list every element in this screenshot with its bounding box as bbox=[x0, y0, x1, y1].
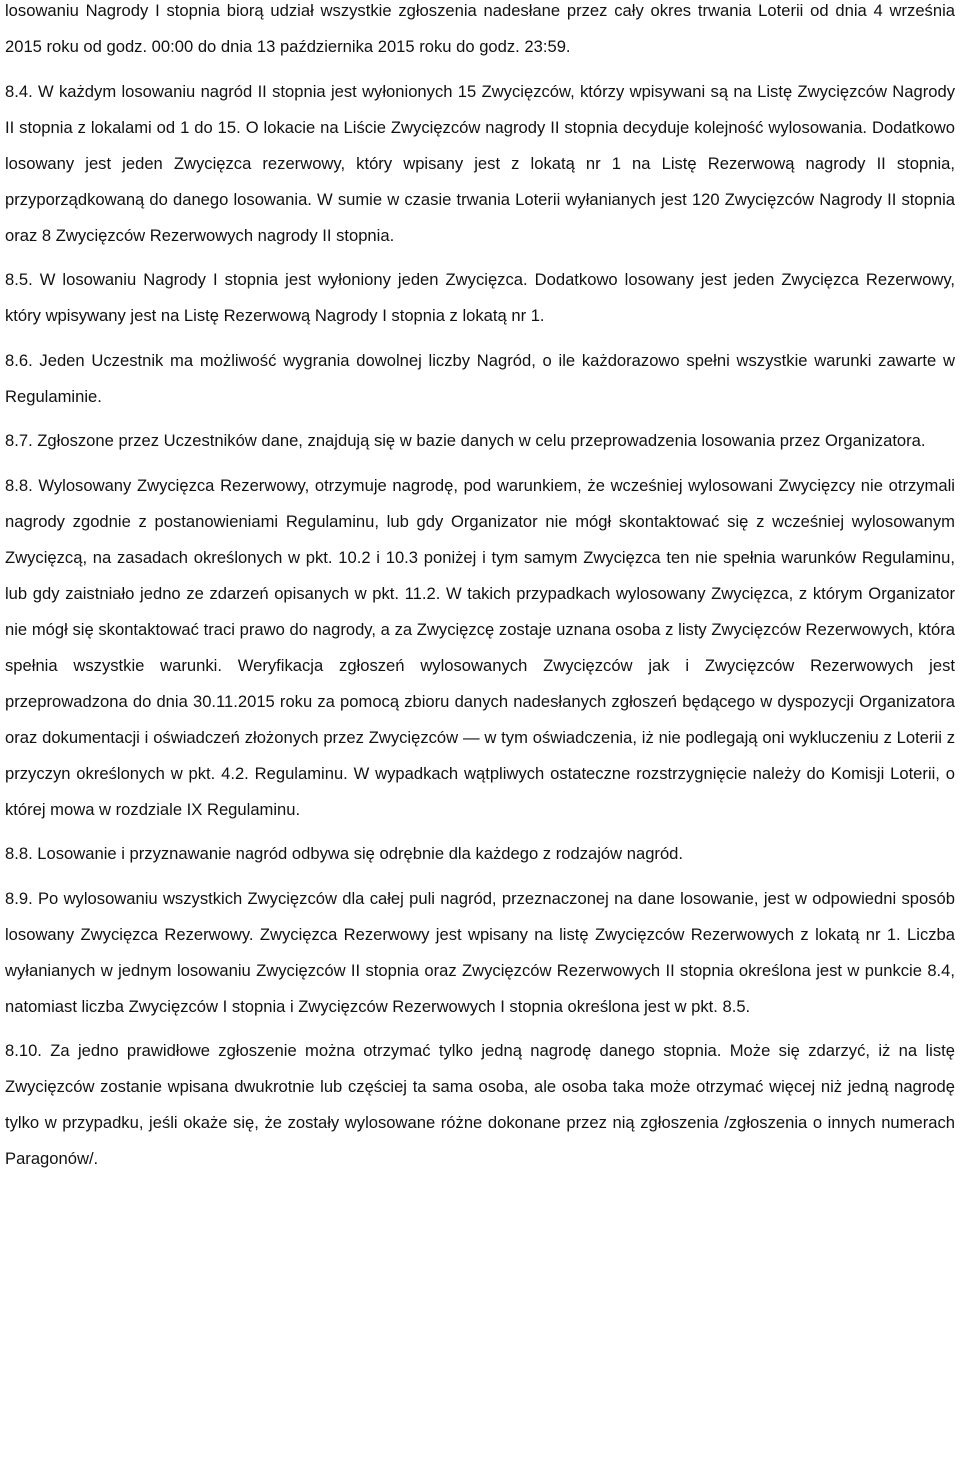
paragraph-8-4: 8.4. W każdym losowaniu nagród II stopnia jest wyłonionych 15 Zwycięzców, którzy wpisywani są na Listę Zwycięzców Nagrody II stopnia z lokalami od 1 do 15. O lokacie na Liście Zwycięzców nagrody II stopnia decyduje kolejność wylosowania. Dodatkowo losowany jest jeden Zwycięzca rezerwowy, który wpisany jest z lokatą nr 1 na Listę Rezerwową nagrody II stopnia, przyporządkowaną do danego losowania. W sumie w czasie trwania Loterii wyłanianych jest 120 Zwycięzców Nagrody II stopnia oraz 8 Zwycięzców Rezerwowych nagrody II stopnia. bbox=[5, 81, 955, 245]
paragraph-8-7: 8.7. Zgłoszone przez Uczestników dane, znajdują się w bazie danych w celu przeprowadzenia losowania przez Organizatora. bbox=[5, 431, 926, 450]
paragraph-8-9: 8.9. Po wylosowaniu wszystkich Zwycięzców dla całej puli nagród, przeznaczonej na dane losowanie, jest w odpowiedni sposób losowany Zwycięzca Rezerwowy. Zwycięzca Rezerwowy jest wpisany na listę Zwycięzców Rezerwowych z lokatą nr 1. Liczba wyłanianych w jednym losowaniu Zwycięzców II stopnia oraz Zwycięzców Rezerwowych II stopnia określona jest w punkcie 8.4, natomiast liczba Zwycięzców I stopnia i Zwycięzców Rezerwowych I stopnia określona jest w pkt. 8.5. bbox=[5, 888, 955, 1016]
paragraph-8-6: 8.6. Jeden Uczestnik ma możliwość wygrania dowolnej liczby Nagród, o ile każdorazowo spełni wszystkie warunki zawarte w Regulaminie. bbox=[5, 350, 955, 406]
regulation-document-page bbox=[5, 0, 955, 1177]
paragraph-8-8-draw-separately: 8.8. Losowanie i przyznawanie nagród odbywa się odrębnie dla każdego z rodzajów nagród. bbox=[5, 844, 684, 863]
paragraph-8-3-continuation: losowaniu Nagrody I stopnia biorą udział wszystkie zgłoszenia nadesłane przez cały okres trwania Loterii od dnia 4 września 2015 roku od godz. 00:00 do dnia 13 października 2015 roku do godz. 23:59. bbox=[5, 1, 955, 56]
paragraph-8-10: 8.10. Za jedno prawidłowe zgłoszenie można otrzymać tylko jedną nagrodę danego stopnia. Może się zdarzyć, iż na listę Zwycięzców zostanie wpisana dwukrotnie lub częściej ta sama osoba, ale osoba taka może otrzymać więcej niż jedną nagrodę tylko w przypadku, jeśli okaże się, że zostały wylosowane różne dokonane przez nią zgłoszenia /zgłoszenia o innych numerach Paragonów/. bbox=[5, 1041, 955, 1168]
paragraph-8-5: 8.5. W losowaniu Nagrody I stopnia jest wyłoniony jeden Zwycięzca. Dodatkowo losowany jest jeden Zwycięzca Rezerwowy, który wpisywany jest na Listę Rezerwową Nagrody I stopnia z lokatą nr 1. bbox=[5, 270, 955, 325]
paragraph-8-8-reserve-winner: 8.8. Wylosowany Zwycięzca Rezerwowy, otrzymuje nagrodę, pod warunkiem, że wcześniej wylosowani Zwycięzcy nie otrzymali nagrody zgodnie z postanowieniami Regulaminu, lub gdy Organizator nie mógł skontaktować się z wcześniej wylosowanym Zwycięzcą, na zasadach określonych w pkt. 10.2 i 10.3 poniżej i tym samym Zwycięzca ten nie spełnia warunków Regulaminu, lub gdy zaistniało jedno ze zdarzeń opisanych w pkt. 11.2. W takich przypadkach wylosowany Zwycięzca, z którym Organizator nie mógł się skontaktować traci prawo do nagrody, a za Zwycięzcę zostaje uznana osoba z listy Zwycięzców Rezerwowych, która spełnia wszystkie warunki. Weryfikacja zgłoszeń wylosowanych Zwycięzców jak i Zwycięzców Rezerwowych jest przeprowadzona do dnia 30.11.2015 roku za pomocą zbioru danych nadesłanych zgłoszeń będącego w dyspozycji Organizatora oraz dokumentacji i oświadczeń złożonych przez Zwycięzców — w tym oświadczenia, iż nie podlegają oni wykluczeniu z Loterii z przyczyn określonych w pkt. 4.2. Regulaminu. W wypadkach wątpliwych ostateczne rozstrzygnięcie należy do Komisji Loterii, o której mowa w rozdziale IX Regulaminu. bbox=[5, 475, 955, 819]
